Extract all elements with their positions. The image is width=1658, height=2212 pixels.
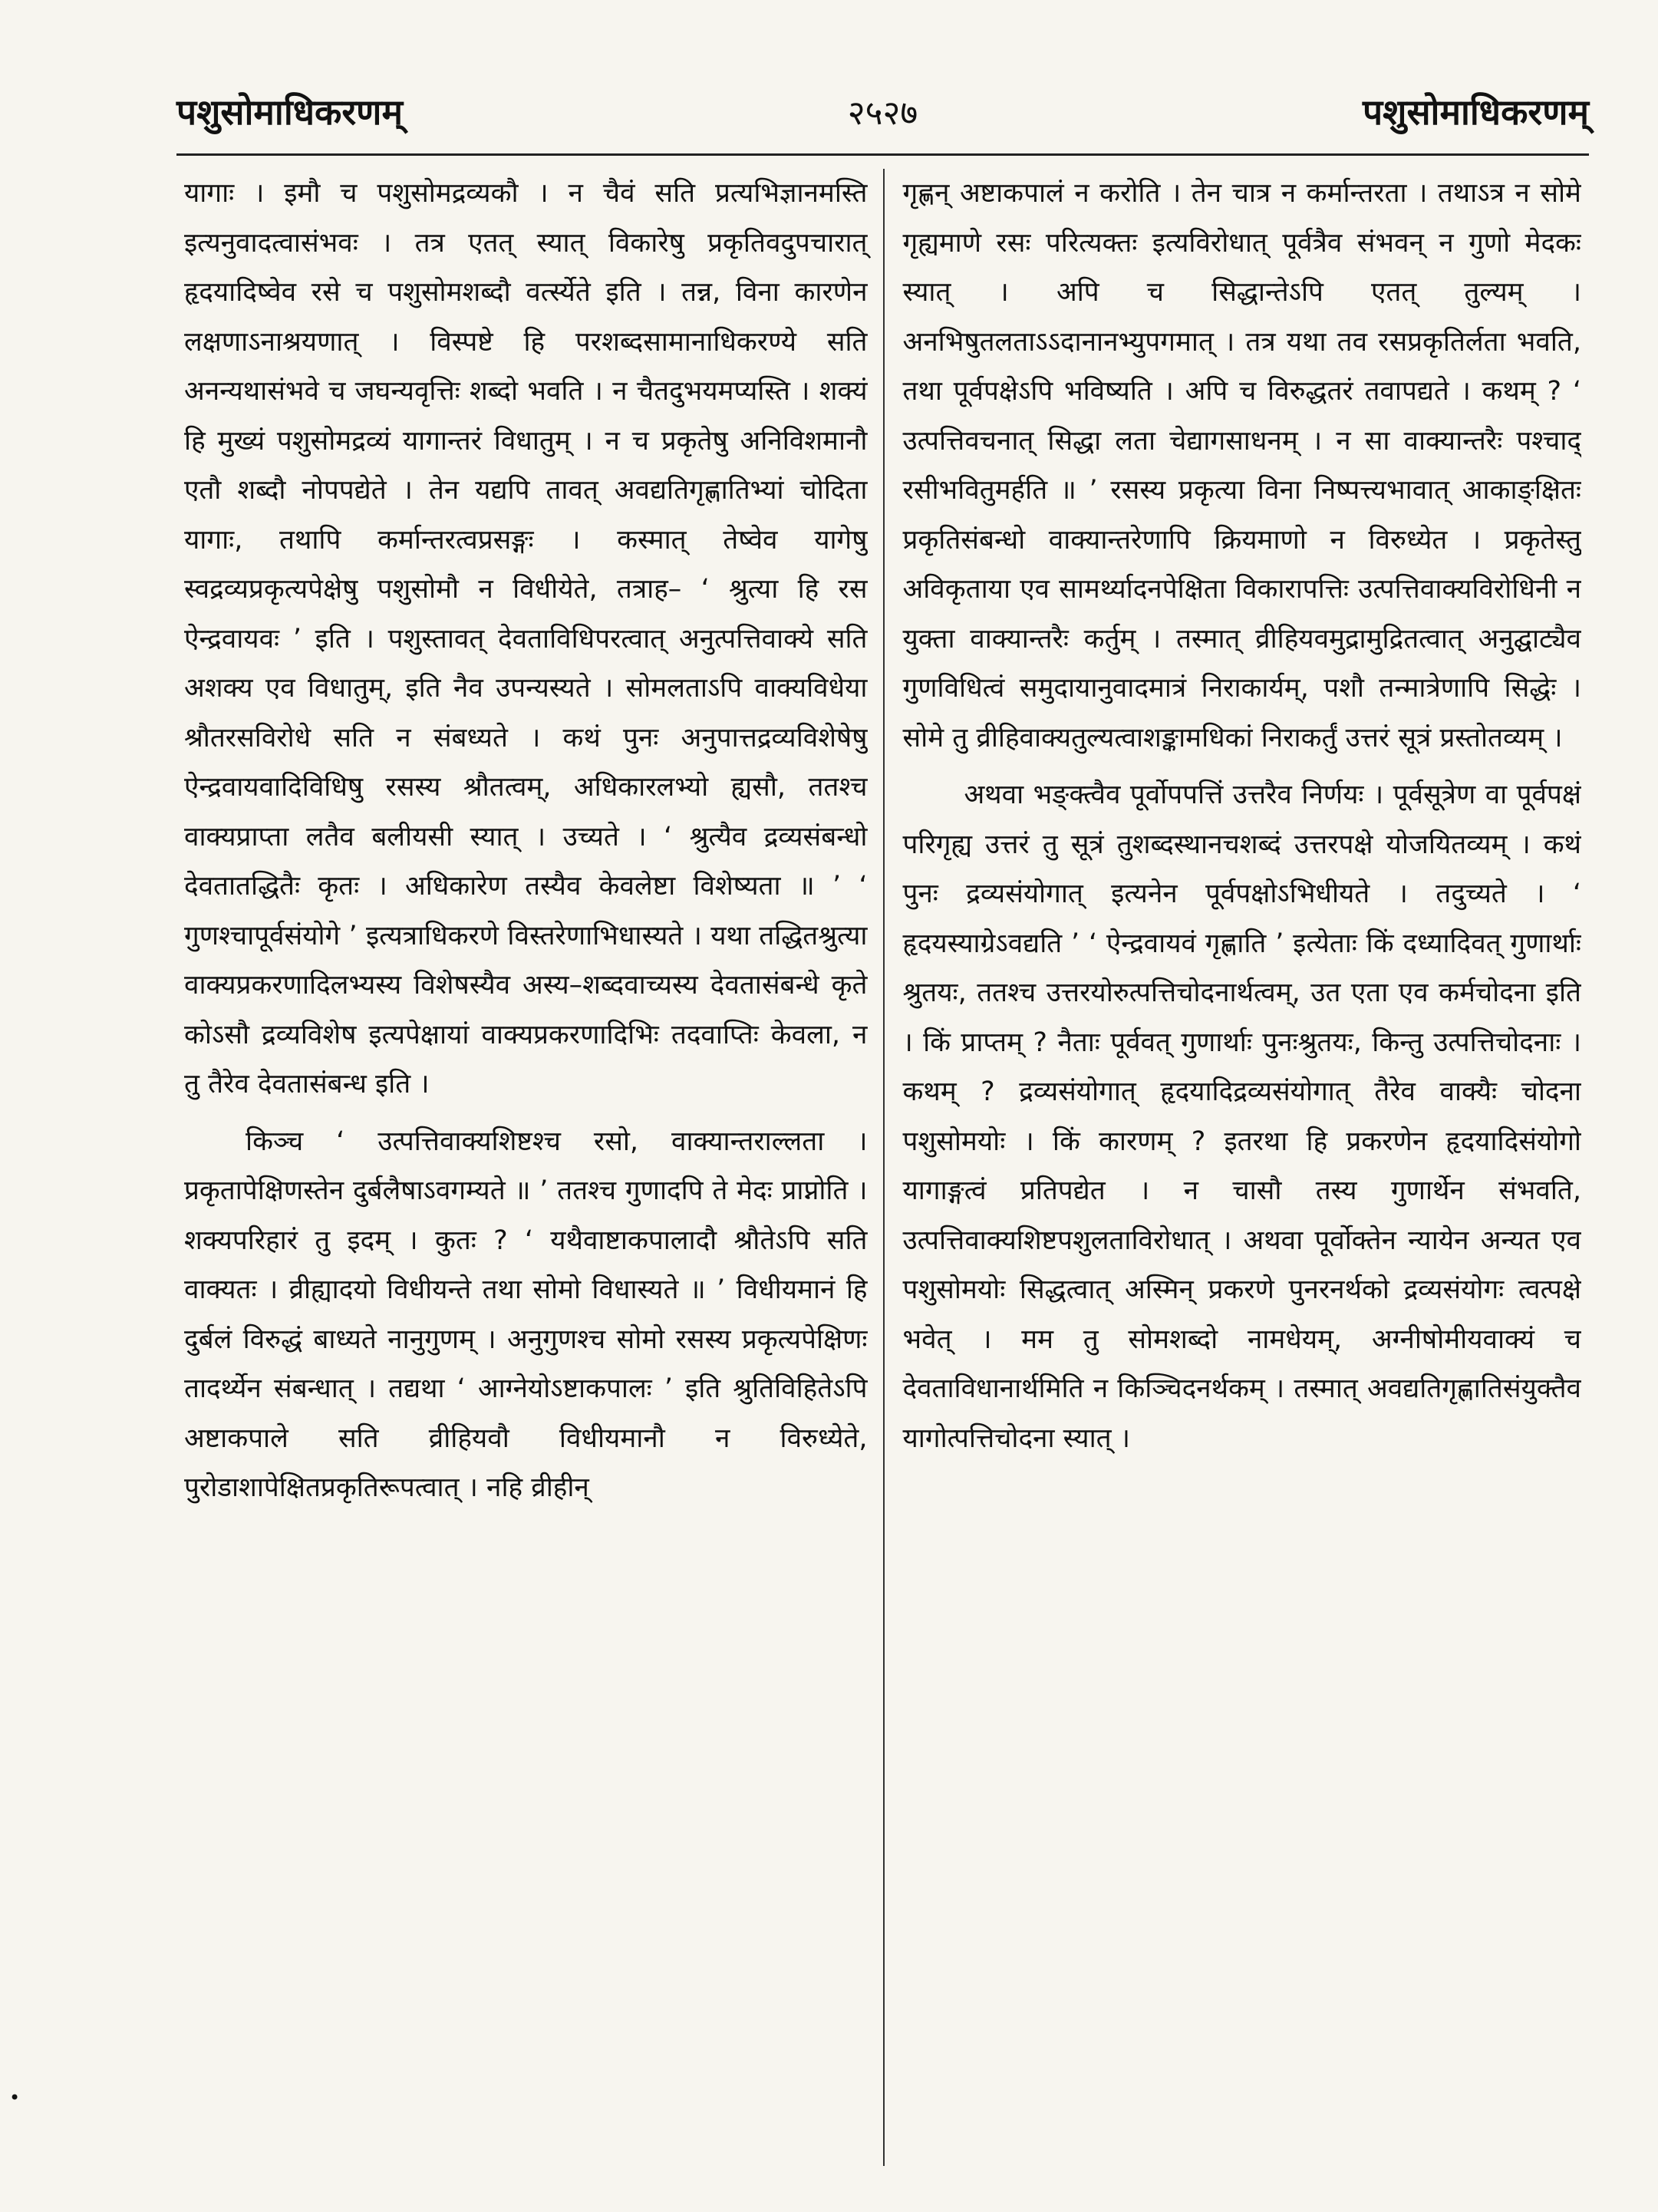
right-paragraph-1: गृह्णन् अष्टाकपालं न करोति । तेन चात्र न कर्मान्तरता । तथाऽत्र न सोमे गृह्यमाणे रसः परित्यक्तः इत्यविरोधात् पूर्वत्रैव संभवन् न गुणो मेदकः स्यात् । अपि च सिद्धान्तेऽपि एतत् तुल्यम् । अनभिषुतलताऽऽदानानभ्युपगमात् । तत्र यथा तव रसप्रकृतिर्लता भवति, तथा पूर्वपक्षेऽपि भविष्यति । अपि च विरुद्धतरं तवापद्यते । कथम् ? ‘ उत्पत्तिवचनात् सिद्धा लता चेद्यागसाधनम् । न सा वाक्यान्तरैः पश्चाद् रसीभवितुमर्हति ॥ ’ रसस्य प्रकृत्या विना निष्पत्त्यभावात् आकाङ्क्षितः प्रकृतिसंबन्धो वाक्यान्तरेणापि क्रियमाणो न विरुध्येत । प्रकृतेस्तु अविकृताया एव सामर्थ्यादनपेक्षिता विकारापत्तिः उत्पत्तिवाक्यविरोधिनी न युक्ता वाक्यान्तरैः कर्तुम् । तस्मात् व्रीहियवमुद्रामुद्रितत्वात् अनुद्घाट्यैव गुणविधित्वं समुदायानुवादमात्रं निराकार्यम्, पशौ तन्मात्रेणापि सिद्धेः । सोमे तु व्रीहिवाक्यतुल्यत्वाशङ्कामधिकां निराकर्तुं उत्तरं सूत्रं प्रस्तोतव्यम् ।	[902, 178, 1581, 753]
page-number: २५२७	[847, 94, 918, 133]
left-column	[184, 169, 883, 2166]
running-title-right: पशुसोमाधिकरणम्	[1363, 91, 1589, 133]
left-paragraph-2: किञ्च ‘ उत्पत्तिवाक्यशिष्टश्च रसो, वाक्यान्तराल्लता । प्रकृतापेक्षिणस्तेन दुर्बलैषाऽवगम्यते ॥ ’ ततश्च गुणादपि ते मेदः प्राप्नोति । शक्यपरिहारं तु इदम् । कुतः ? ‘ यथैवाष्टाकपालादौ श्रौतेऽपि सति वाक्यतः । व्रीह्यादयो विधीयन्ते तथा सोमो विधास्यते ॥ ’ विधीयमानं हि दुर्बलं विरुद्धं बाध्यते नानुगुणम् । अनुगुणश्च सोमो रसस्य प्रकृत्यपेक्षिणः तादर्थ्येन संबन्धात् । तद्यथा ‘ आग्नेयोऽष्टाकपालः ’ इति श्रुतिविहितेऽपि अष्टाकपाले सति व्रीहियवौ विधीयमानौ न विरुध्येते, पुरोडाशापेक्षितप्रकृतिरूपत्वात् । नहि व्रीहीन्	[184, 1126, 868, 1503]
margin-dot: •	[9, 2087, 21, 2108]
header-rule	[176, 153, 1589, 156]
two-column-body	[184, 169, 1581, 2166]
right-paragraph-2: अथवा भङ्क्त्वैव पूर्वोपपत्तिं उत्तरैव निर्णयः । पूर्वसूत्रेण वा पूर्वपक्षं परिगृह्य उत्तरं तु सूत्रं तुशब्दस्थानचशब्दं उत्तरपक्षे योजयितव्यम् । कथं पुनः द्रव्यसंयोगात् इत्यनेन पूर्वपक्षोऽभिधीयते । तदुच्यते । ‘ हृदयस्याग्रेऽवद्यति ’ ‘ ऐन्द्रवायवं गृह्णाति ’ इत्येताः किं दध्यादिवत् गुणार्थाः श्रुतयः, ततश्च उत्तरयोरुत्पत्तिचोदनार्थत्वम्, उत एता एव कर्मचोदना इति । किं प्राप्तम् ? नैताः पूर्ववत् गुणार्थाः पुनःश्रुतयः, किन्तु उत्पत्तिचोदनाः । कथम् ? द्रव्यसंयोगात् हृदयादिद्रव्यसंयोगात् तैरेव वाक्यैः चोदना पशुसोमयोः । किं कारणम् ? इतरथा हि प्रकरणेन हृदयादिसंयोगो यागाङ्गत्वं प्रतिपद्येत । न चासौ तस्य गुणार्थेन संभवति, उत्पत्तिवाक्यशिष्टपशुलताविरोधात् । अथवा पूर्वोक्तेन न्यायेन अन्यत एव पशुसोमयोः सिद्धत्वात् अस्मिन् प्रकरणे पुनरनर्थको द्रव्यसंयोगः त्वत्पक्षे भवेत् । मम तु सोमशब्दो नामधेयम्, अग्नीषोमीयवाक्यं च देवताविधानार्थमिति न किञ्चिदनर्थकम् । तस्मात् अवद्यतिगृह्णातिसंयुक्तैव यागोत्पत्तिचोदना स्यात् ।	[902, 780, 1581, 1454]
left-paragraph-1: यागाः । इमौ च पशुसोमद्रव्यकौ । न चैवं सति प्रत्यभिज्ञानमस्ति इत्यनुवादत्वासंभवः । तत्र एतत् स्यात् विकारेषु प्रकृतिवदुपचारात् हृदयादिष्वेव रसे च पशुसोमशब्दौ वर्त्स्येते इति । तन्न, विना कारणेन लक्षणाऽनाश्रयणात् । विस्पष्टे हि परशब्दसामानाधिकरण्ये सति अनन्यथासंभवे च जघन्यवृत्तिः शब्दो भवति । न चैतदुभयमप्यस्ति । शक्यं हि मुख्यं पशुसोमद्रव्यं यागान्तरं विधातुम् । न च प्रकृतेषु अनिविशमानौ एतौ शब्दौ नोपपद्येते । तेन यद्यपि तावत् अवद्यतिगृह्णातिभ्यां चोदिता यागाः, तथापि कर्मान्तरत्वप्रसङ्गः । कस्मात् तेष्वेव यागेषु स्वद्रव्यप्रकृत्यपेक्षेषु पशुसोमौ न विधीयेते, तत्राह– ‘ श्रुत्या हि रस ऐन्द्रवायवः ’ इति । पशुस्तावत् देवताविधिपरत्वात् अनुत्पत्तिवाक्ये सति अशक्य एव विधातुम्, इति नैव उपन्यस्यते । सोमलताऽपि वाक्यविधेया श्रौतरसविरोधे सति न संबध्यते । कथं पुनः अनुपात्तद्रव्यविशेषेषु ऐन्द्रवायवादिविधिषु रसस्य श्रौतत्वम्, अधिकारलभ्यो ह्यसौ, ततश्च वाक्यप्राप्ता लतैव बलीयसी स्यात् । उच्यते । ‘ श्रुत्यैव द्रव्यसंबन्धो देवतातद्धितैः कृतः । अधिकारेण तस्यैव केवलेष्टा विशेष्यता ॥ ’ ‘ गुणश्चापूर्वसंयोगे ’ इत्यत्राधिकरणे विस्तरेणाभिधास्यते । यथा तद्धितश्रुत्या वाक्यप्रकरणादिलभ्यस्य विशेषस्यैव अस्य–शब्दवाच्यस्य देवतासंबन्धे कृते कोऽसौ द्रव्यविशेष इत्यपेक्षायां वाक्यप्रकरणादिभिः तदवाप्तिः केवला, न तु तैरेव देवतासंबन्ध इति ।	[184, 178, 868, 1099]
page-header	[176, 77, 1589, 146]
running-title-left: पशुसोमाधिकरणम्	[176, 91, 403, 133]
right-column	[883, 169, 1582, 2166]
